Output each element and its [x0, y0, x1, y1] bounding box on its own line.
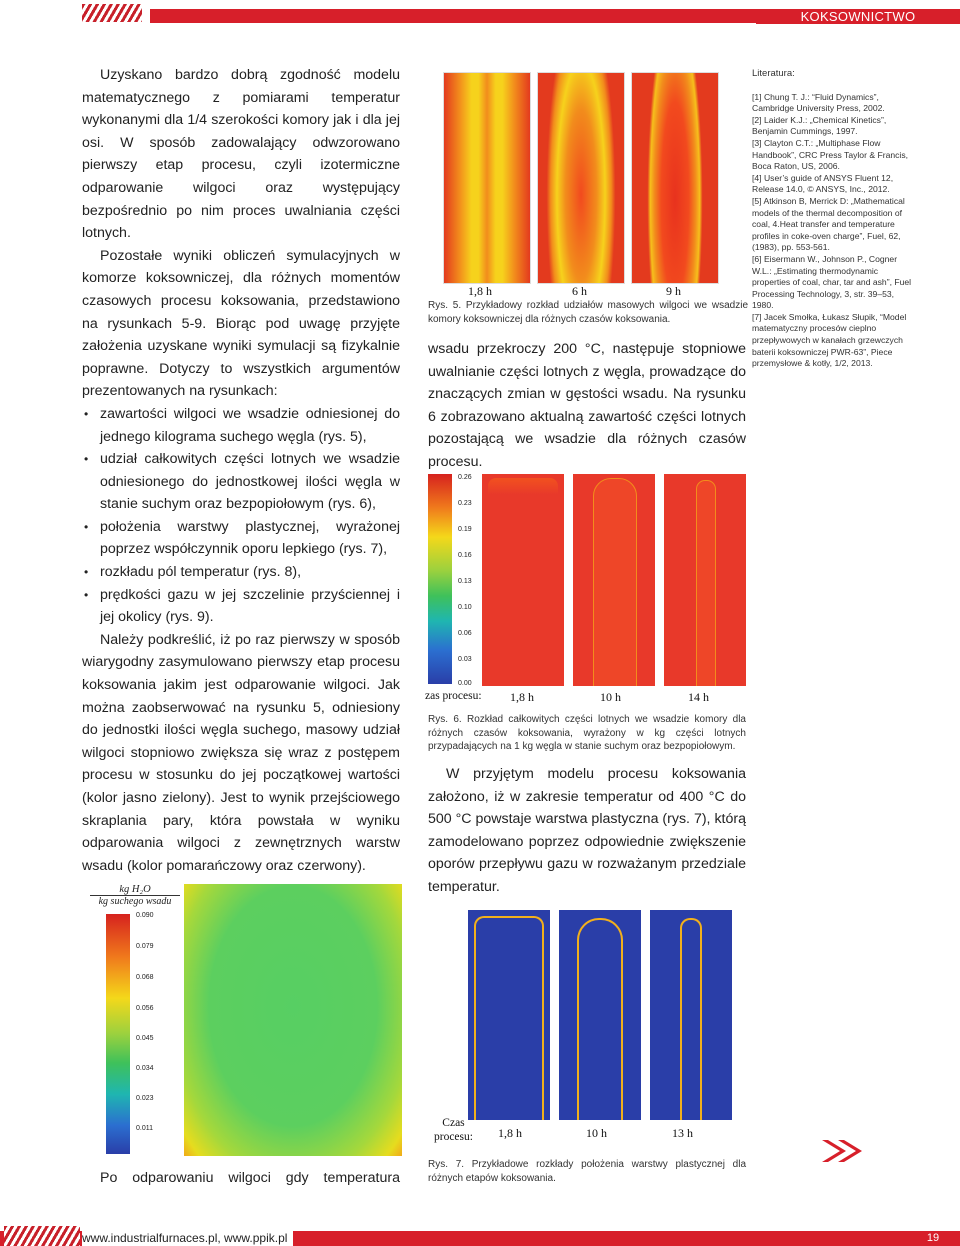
colorbar-tick: 0.00 — [458, 680, 472, 687]
header-bar — [0, 0, 960, 24]
fig7-column-1-8h — [468, 910, 550, 1120]
page-number: 19 — [926, 1232, 940, 1244]
colorbar-tick: 0.19 — [458, 526, 472, 533]
fig6-time-label: 10 h — [600, 690, 621, 704]
fig5-time-label: 1,8 h — [468, 284, 492, 298]
fig6-column-1-8h — [482, 474, 564, 686]
reference-item: [4] User’s guide of ANSYS Fluent 12, Release 14.0, © ANSYS, Inc., 2012. — [752, 172, 894, 195]
fig6-colorbar — [428, 474, 452, 684]
fig7-column-10h — [559, 910, 641, 1120]
fig5-time-label: 6 h — [572, 284, 587, 298]
fig7-time-axis-label-line1: Czas — [442, 1117, 465, 1129]
fig7-caption: Rys. 7. Przykładowe rozkłady położenia warstwy plastycznej dla różnych etapów koksowania. — [428, 1159, 746, 1184]
fig7-time-axis-label — [434, 1116, 473, 1144]
paragraph-2: Pozostałe wyniki obliczeń symulacyjnych w komorze koksowniczej, dla różnych momentów czasowych procesu koksowania, przedstawiono na rysunkach 5-9. Biorąc pod uwagę przyjęte założenia uzyskane wyniki symulacji są fizykalnie poprawne. Dotyczy to wszystkich argumentów prezentowanych na rysunkach: — [82, 247, 400, 400]
colorbar-tick: 0.056 — [136, 1005, 154, 1012]
fig6-caption: Rys. 6. Rozkład całkowitych części lotnych we wsadzie komory dla różnych czasów koksowania, wyrażony w kg części lotnych przypadających na 1 kg węgla w stanie suchym oraz bezpopiołowym. — [428, 714, 746, 752]
colorbar-tick: 0.16 — [458, 552, 472, 559]
fig7-time-label: 13 h — [672, 1126, 693, 1140]
fig5-colorbar — [106, 914, 130, 1154]
fig5-time-label: 9 h — [666, 284, 681, 298]
colorbar-tick: 0.045 — [136, 1035, 154, 1042]
fig6-time-label: 14 h — [688, 690, 709, 704]
reference-item: [7] Jacek Smołka, Łukasz Słupik, “Model matematyczny procesów cieplno przepływowych w kanałach grzewczych baterii koksowniczej PWR-63”, Piece przemysłowe & kotły, 1/2, 2013. — [752, 311, 907, 369]
colorbar-tick: 0.090 — [136, 912, 154, 919]
fig5-column-9h — [631, 72, 719, 284]
fig7-time-label: 10 h — [586, 1126, 607, 1140]
bullet-item: • zawartości wilgoci we wsadzie odniesionej do jednego kilograma suchego węgla (rys. 5), — [82, 403, 400, 448]
middle-paragraph-2: W przyjętym modelu procesu koksowania założono, iż w zakresie temperatur od 400 °C do 500 °C powstaje warstwa plastyczna (rys. 7), którą zamodelowano poprzez odpowiednie zwiększenie oporów przepływu gazu w rozważanym przedziale temperatur. — [428, 766, 746, 895]
colorbar-tick: 0.023 — [136, 1095, 154, 1102]
colorbar-tick: 0.068 — [136, 974, 154, 981]
legend-unit-numerator: kg H₂O — [119, 884, 151, 895]
bullet-item: • rozkładu pól temperatur (rys. 8), — [82, 561, 400, 584]
paragraph-3: Należy podkreślić, iż po raz pierwszy w sposób wiarygodny zasymulowano pierwszy etap procesu koksowania jakim jest odparowanie wilgoci. Jak można zaobserwować na rysunku 5, odniesiony do jednostki ilości węgla suchego, masowy udział wilgoci stopniowo zwiększa się wraz z postępem procesu w stosunku do jej początkowej wartości (kolor jasno zielony). Jest to wynik przejściowego skraplania pary, która powstała w wyniku odparowania wilgoci z zewnętrznych warstw wsadu (kolor pomarańczowy oraz czerwony). — [82, 631, 400, 874]
colorbar-tick: 0.03 — [458, 656, 472, 663]
bullet-item: • prędkości gazu w jej szczelinie przyściennej i jej okolicy (rys. 9). — [82, 584, 400, 629]
header-stripes-decoration — [82, 4, 142, 22]
bullet-list — [82, 403, 400, 629]
header-red-line — [150, 9, 810, 23]
colorbar-tick: 0.034 — [136, 1065, 154, 1072]
fig7-column-13h — [650, 910, 732, 1120]
fig5-caption: Rys. 5. Przykładowy rozkład udziałów masowych wilgoci we wsadzie komory koksowniczej dla różnych czasów koksowania. — [428, 300, 748, 325]
reference-item: [6] Eisermann W., Johnson P., Cogner W.L.: „Estimating thermodynamic properties of coal, char, tar and ash”, Fuel Processing Technology, 3, str. 39–53, 1980. — [752, 253, 912, 311]
left-column — [82, 64, 400, 877]
reference-item: [3] Clayton C.T.: „Multiphase Flow Handbook”, CRC Press Taylor & Francis, Boca Raton, US, 2006. — [752, 137, 909, 172]
fig5-moisture-field-image — [184, 884, 402, 1156]
fig6-column-14h — [664, 474, 746, 686]
paragraph-4: Po odparowaniu wilgoci gdy temperatura — [100, 1170, 400, 1186]
colorbar-tick: 0.23 — [458, 500, 472, 507]
colorbar-tick: 0.10 — [458, 604, 472, 611]
colorbar-tick: 0.079 — [136, 943, 154, 950]
footer-url[interactable]: www.industrialfurnaces.pl, www.ppik.pl — [82, 1230, 293, 1246]
bullet-item: • położenia warstwy plastycznej, wyrażonej poprzez współczynnik oporu lepkiego (rys. 7), — [82, 516, 400, 561]
literature-heading: Literatura: — [752, 68, 795, 79]
fig7-time-label: 1,8 h — [498, 1126, 522, 1140]
literature-section — [752, 68, 912, 370]
fig5-column-6h — [537, 72, 625, 284]
footer-bar — [0, 1222, 960, 1246]
colorbar-tick: 0.13 — [458, 578, 472, 585]
colorbar-tick: 0.26 — [458, 474, 472, 481]
footer-stripes-decoration — [4, 1226, 80, 1246]
fig6-column-10h — [573, 474, 655, 686]
bullet-item: • udział całkowitych części lotnych we wsadzie odniesionego do jednostkowej ilości węgla w stanie suchym oraz bezpopiołowym (rys. 6), — [82, 448, 400, 516]
legend-unit-denominator: kg suchego wsadu — [90, 895, 180, 907]
fig6-time-axis-label: zas procesu: — [425, 690, 482, 702]
colorbar-tick: 0.011 — [136, 1125, 153, 1132]
paragraph-1: Uzyskano bardzo dobrą zgodność modelu matematycznego z pomiarami temperatur wykonanymi dla 1/4 szerokości komory jak i dla jej osi. W sposób zadowalający odwzorowano pierwszy etap procesu, czyli izotermiczne odparowanie wilgoci oraz występujący bezpośrednio po nim proces uwalniania części lotnych. — [82, 67, 400, 242]
double-chevron-icon — [818, 1136, 868, 1166]
fig5-column-1-8h — [443, 72, 531, 284]
fig5-legend-unit — [90, 884, 180, 924]
colorbar-tick: 0.06 — [458, 630, 472, 637]
middle-paragraph-1: wsadu przekroczy 200 °C, następuje stopniowe uwalnianie części lotnych z węgla, prowadzące do znaczących zmian w gęstości wsadu. Na rysunku 6 zobrazowano aktualną zawartość części lotnych pozostającą we wsadzie dla różnych czasów procesu. — [428, 341, 746, 470]
reference-item: [1] Chung T. J.: “Fluid Dynamics”, Cambridge University Press, 2002. — [752, 91, 885, 114]
fig7-time-axis-label-line2: procesu: — [434, 1131, 473, 1143]
reference-item: [5] Atkinson B, Merrick D: „Mathematical models of the thermal decomposition of coal, 4.Heat transfer and temperature profiles in coke-oven charge”, Fuel, 62, (1983), pp. 553-561. — [752, 195, 905, 253]
reference-item: [2] Laider K.J.: „Chemical Kinetics”, Benjamin Cummings, 1997. — [752, 114, 887, 137]
fig6-time-label: 1,8 h — [510, 690, 534, 704]
section-title: KOKSOWNICTWO — [756, 9, 960, 24]
